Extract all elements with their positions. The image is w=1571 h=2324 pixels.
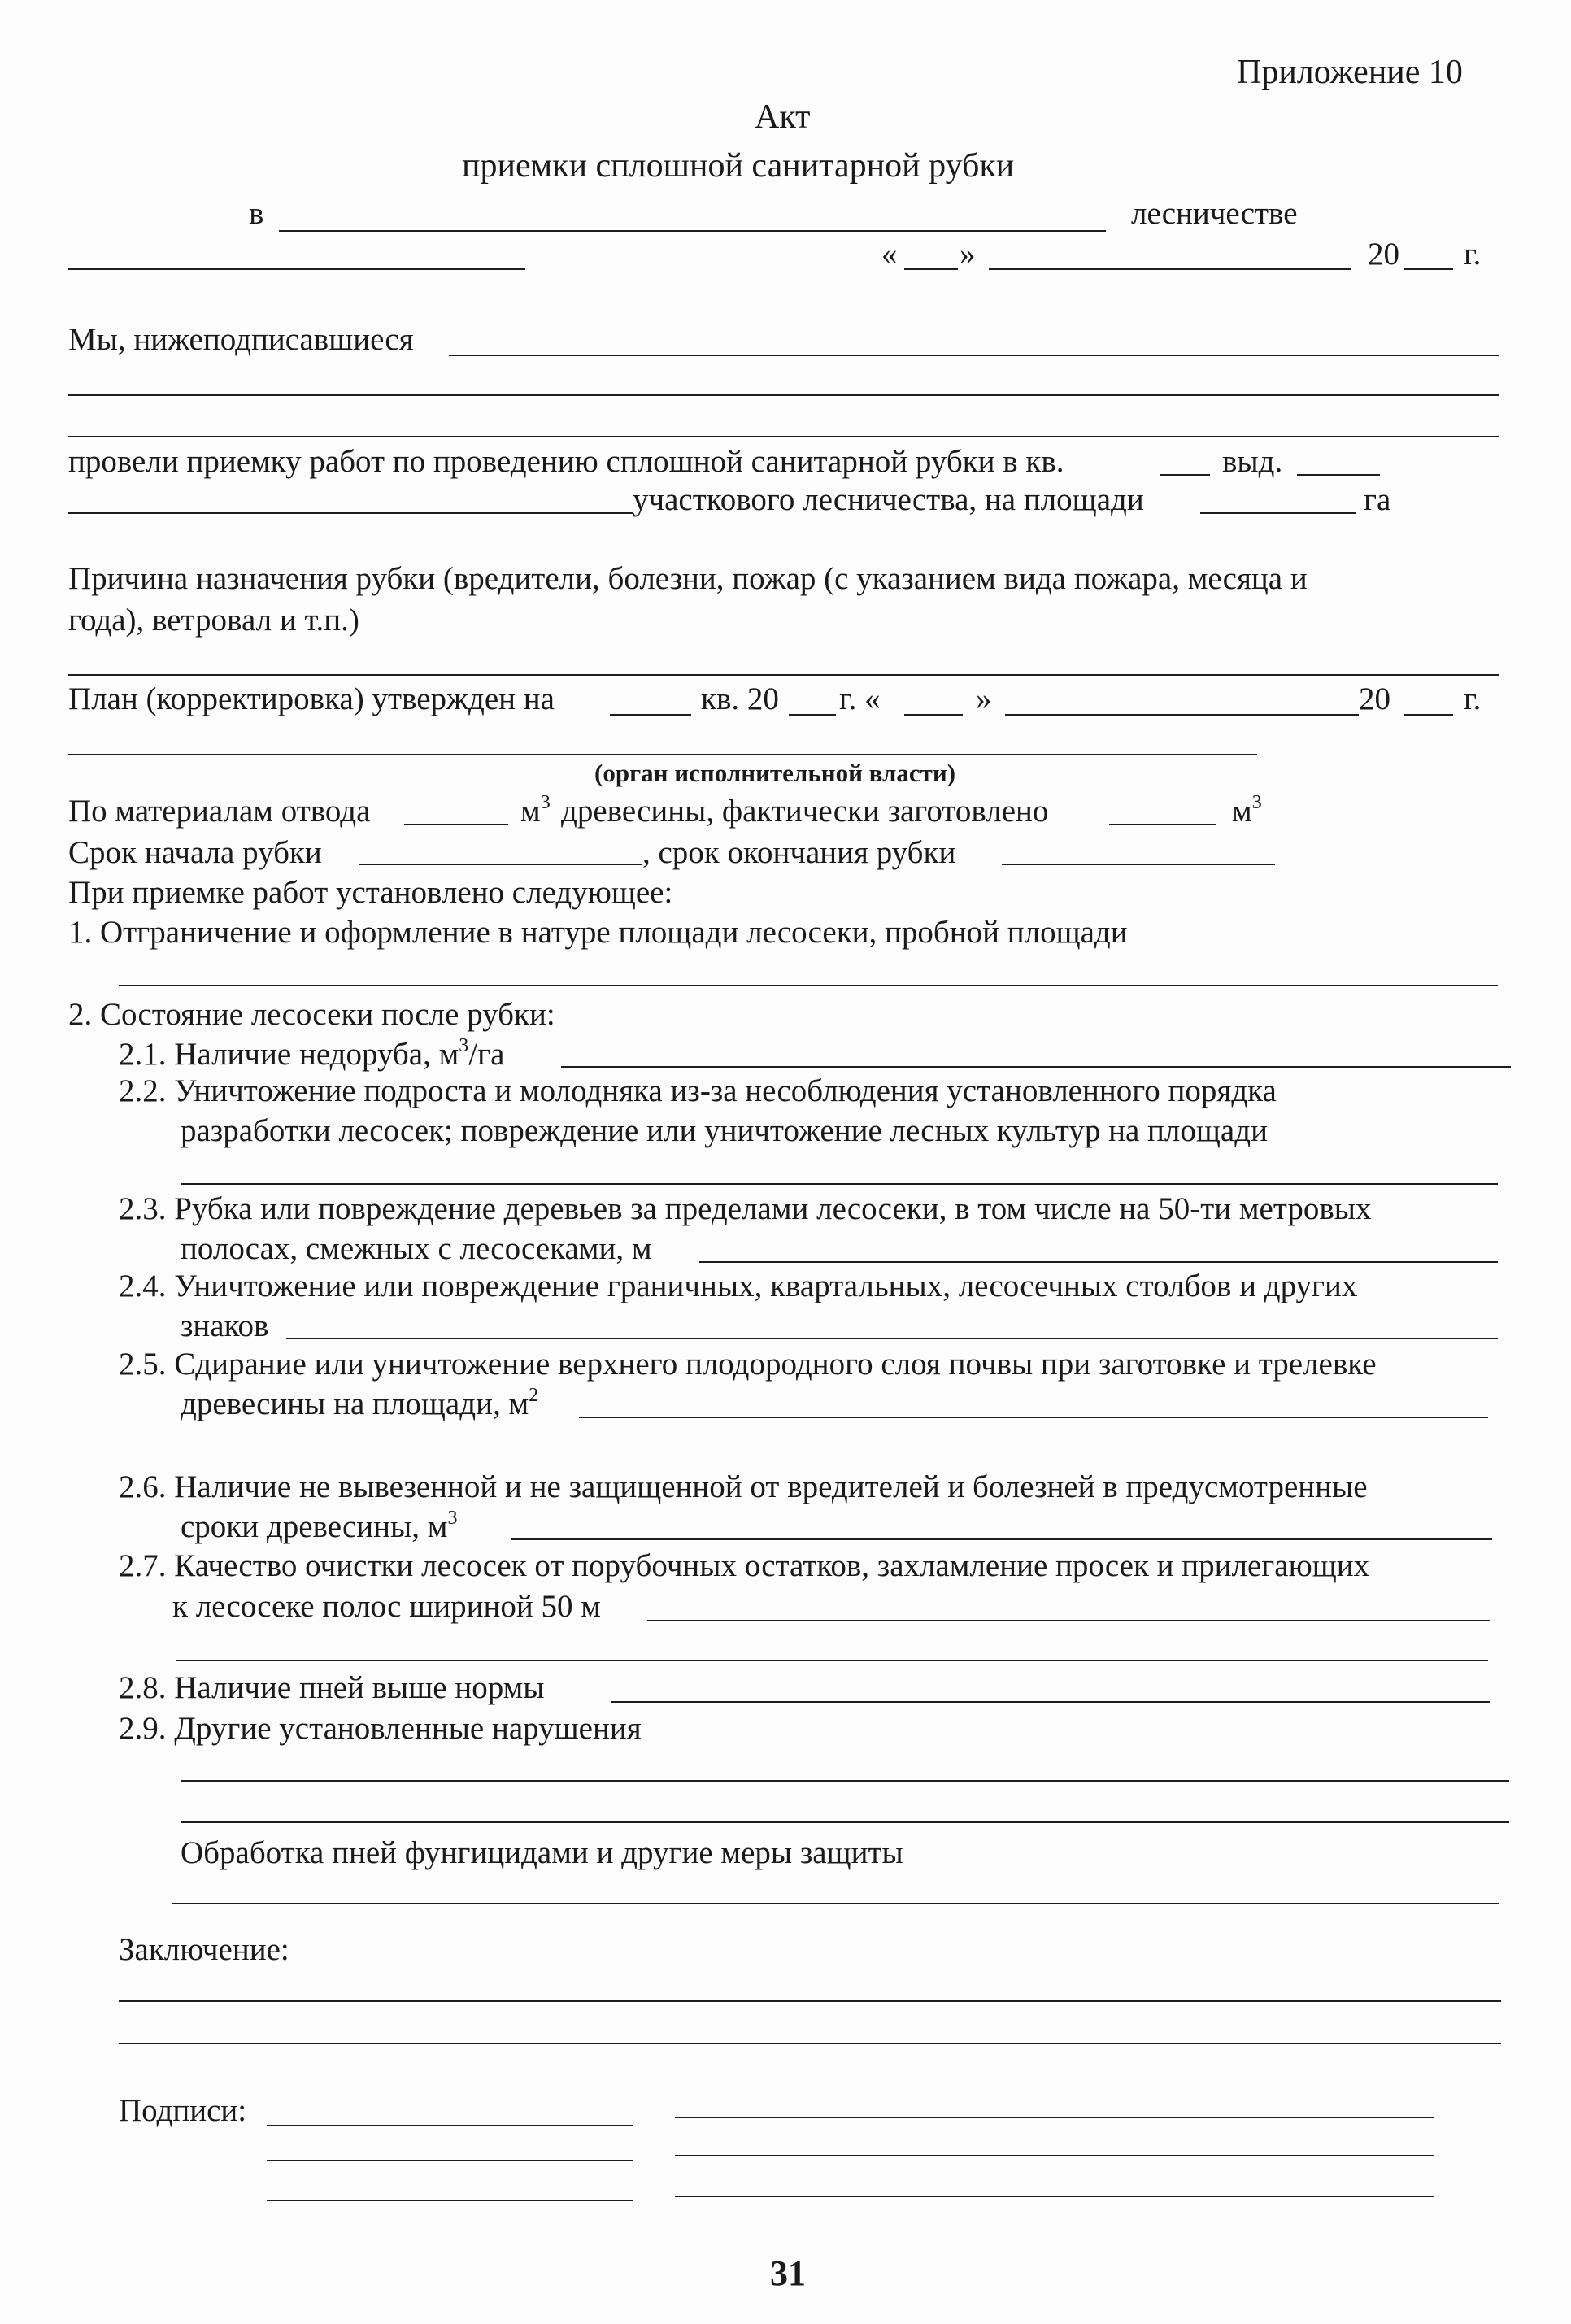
appendix-label: Приложение 10 bbox=[1237, 54, 1463, 91]
item-2-3-line-2: полосах, смежных с лесосеками, м bbox=[181, 1231, 652, 1266]
reason-field[interactable] bbox=[68, 674, 1499, 676]
item-2-2-line-1: 2.2. Уничтожение подроста и молодняка из-за несоблюдения установленного порядка bbox=[119, 1073, 1277, 1108]
year-field[interactable] bbox=[1404, 268, 1453, 270]
plan-g-label: г. « bbox=[839, 681, 881, 716]
ha-label: га bbox=[1364, 482, 1391, 517]
item-2-3-line-1: 2.3. Рубка или повреждение деревьев за пределами лесосеки, в том числе на 50-ти метровых bbox=[119, 1191, 1372, 1226]
we-signed-label: Мы, нижеподписавшиеся bbox=[68, 322, 414, 357]
item-2-2-line-2: разработки лесосек; повреждение или уничтожение лесных культур на площади bbox=[181, 1113, 1268, 1148]
item-2-8-field[interactable] bbox=[611, 1701, 1490, 1703]
item-2-7-field-2[interactable] bbox=[176, 1660, 1488, 1661]
plan-month-field[interactable] bbox=[1005, 714, 1359, 716]
plan-period-field[interactable] bbox=[610, 714, 691, 716]
conclusion-label: Заключение: bbox=[119, 1932, 289, 1967]
item-2-4-field[interactable] bbox=[286, 1338, 1498, 1339]
participants-field-3[interactable] bbox=[68, 436, 1499, 437]
plan-year-field[interactable] bbox=[1404, 714, 1453, 716]
month-field[interactable] bbox=[989, 268, 1351, 270]
item-2-6-line-1: 2.6. Наличие не вывезенной и не защищенной от вредителей и болезней в предусмотренные bbox=[119, 1469, 1368, 1504]
item-1-label: 1. Отграничение и оформление в натуре площади лесосеки, пробной площади bbox=[68, 915, 1128, 950]
item-2-6-line-2: сроки древесины, $м^3$ bbox=[181, 1508, 458, 1544]
item-2-3-field[interactable] bbox=[699, 1261, 1498, 1263]
district-field[interactable] bbox=[68, 512, 633, 514]
quote-close: » bbox=[960, 237, 976, 272]
page-title: Акт bbox=[755, 98, 811, 136]
place-field[interactable] bbox=[68, 268, 525, 270]
item-2-9-field-2[interactable] bbox=[181, 1821, 1509, 1823]
forestry-name-field[interactable] bbox=[279, 230, 1106, 232]
conclusion-field-2[interactable] bbox=[119, 2043, 1501, 2044]
participants-field-2[interactable] bbox=[68, 394, 1499, 396]
signature-field-2[interactable] bbox=[675, 2117, 1434, 2118]
materials-label: По материалам отвода bbox=[68, 794, 371, 829]
start-date-label: Срок начала рубки bbox=[68, 835, 322, 870]
day-field[interactable] bbox=[904, 268, 958, 270]
start-date-field[interactable] bbox=[359, 864, 642, 865]
materials-unit-2: $м^3$ bbox=[1232, 792, 1262, 829]
vyd-label: выд. bbox=[1222, 444, 1283, 479]
item-2-9-label: 2.9. Другие установленные нарушения bbox=[119, 1711, 642, 1746]
established-label: При приемке работ установлено следующее: bbox=[68, 875, 673, 910]
materials-mid-label: древесины, фактически заготовлено bbox=[561, 794, 1049, 829]
plan-year-prefix: 20 bbox=[1359, 681, 1390, 716]
page-subtitle: приемки сплошной санитарной рубки bbox=[462, 147, 1015, 185]
item-2-7-line-2: к лесосеке полос шириной 50 м bbox=[172, 1589, 601, 1624]
item-2-1-label: 2.1. Наличие недоруба, $м^3/га$ bbox=[119, 1035, 505, 1072]
item-2-2-field[interactable] bbox=[181, 1183, 1498, 1185]
item-1-field[interactable] bbox=[119, 985, 1498, 986]
signatures-label: Подписи: bbox=[119, 2093, 247, 2128]
page-number: 31 bbox=[770, 2253, 806, 2293]
item-2-label: 2. Состояние лесосеки после рубки: bbox=[68, 997, 555, 1032]
vyd-field[interactable] bbox=[1297, 474, 1380, 476]
plan-kv-label: кв. 20 bbox=[701, 681, 779, 716]
plan-year-suffix: г. bbox=[1464, 681, 1482, 716]
reason-line-1: Причина назначения рубки (вредители, болезни, пожар (с указанием вида пожара, месяца и bbox=[68, 561, 1308, 596]
district-forestry-label: участкового лесничества, на площади bbox=[633, 482, 1144, 517]
item-2-6-field[interactable] bbox=[511, 1538, 1492, 1540]
accepted-works-text: провели приемку работ по проведению сплошной санитарной рубки в кв. bbox=[68, 444, 1064, 479]
kv-field[interactable] bbox=[1160, 474, 1210, 476]
year-prefix: 20 bbox=[1368, 237, 1399, 272]
signature-field-1[interactable] bbox=[267, 2125, 633, 2126]
harvested-volume-field[interactable] bbox=[1109, 824, 1216, 825]
quote-open: « bbox=[881, 237, 898, 272]
treatment-label: Обработка пней фунгицидами и другие меры защиты bbox=[181, 1835, 903, 1870]
treatment-field[interactable] bbox=[172, 1903, 1499, 1904]
item-2-9-field-1[interactable] bbox=[181, 1780, 1509, 1782]
end-date-field[interactable] bbox=[1002, 864, 1275, 865]
plan-quote-close: » bbox=[976, 681, 992, 716]
forestry-suffix: лесничестве bbox=[1131, 196, 1298, 231]
item-2-5-field[interactable] bbox=[579, 1417, 1488, 1418]
allotted-volume-field[interactable] bbox=[404, 824, 508, 825]
end-date-label: , срок окончания рубки bbox=[642, 835, 956, 870]
item-2-4-line-2: знаков bbox=[181, 1308, 269, 1343]
item-2-4-line-1: 2.4. Уничтожение или повреждение граничных, квартальных, лесосечных столбов и других bbox=[119, 1269, 1358, 1303]
authority-caption: (орган исполнительной власти) bbox=[594, 759, 956, 787]
plan-approved-label: План (корректировка) утвержден на bbox=[68, 681, 555, 716]
authority-field[interactable] bbox=[68, 754, 1257, 755]
plan-year-short-field[interactable] bbox=[789, 714, 836, 716]
signature-field-6[interactable] bbox=[675, 2196, 1434, 2197]
item-2-5-line-1: 2.5. Сдирание или уничтожение верхнего плодородного слоя почвы при заготовке и трелевке bbox=[119, 1347, 1377, 1382]
materials-unit-1: $м^3$ bbox=[520, 792, 551, 829]
reason-line-2: года), ветровал и т.п.) bbox=[68, 603, 359, 638]
item-2-7-field-1[interactable] bbox=[647, 1620, 1490, 1621]
plan-day-field[interactable] bbox=[904, 714, 963, 716]
signature-field-4[interactable] bbox=[675, 2155, 1434, 2156]
signature-field-3[interactable] bbox=[267, 2160, 633, 2161]
in-prefix: в bbox=[249, 196, 264, 231]
item-2-1-field[interactable] bbox=[561, 1066, 1511, 1068]
signature-field-5[interactable] bbox=[267, 2200, 633, 2201]
conclusion-field-1[interactable] bbox=[119, 2000, 1501, 2002]
item-2-7-line-1: 2.7. Качество очистки лесосек от порубочных остатков, захламление просек и прилегающих bbox=[119, 1548, 1370, 1583]
area-field[interactable] bbox=[1200, 512, 1356, 514]
year-suffix: г. bbox=[1464, 237, 1482, 272]
participants-field-1[interactable] bbox=[449, 355, 1499, 356]
item-2-5-line-2: древесины на площади, $м^2$ bbox=[181, 1385, 539, 1421]
item-2-8-label: 2.8. Наличие пней выше нормы bbox=[119, 1670, 545, 1705]
